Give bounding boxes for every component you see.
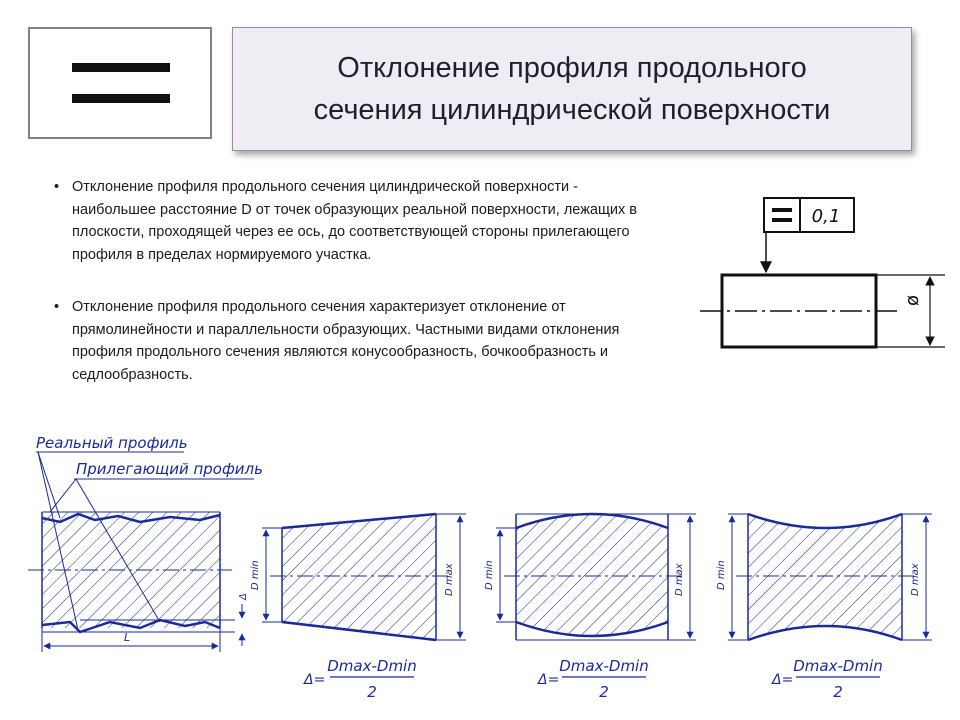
dmax-label: D max bbox=[674, 563, 685, 596]
dmax-label: D max bbox=[444, 563, 455, 596]
dmax-label: D max bbox=[910, 563, 921, 596]
straightness-mini-icon bbox=[772, 208, 792, 212]
page-title-line-1: Отклонение профиля продольного bbox=[337, 52, 807, 84]
tolerance-value: 0,1 bbox=[811, 206, 841, 227]
formula-numerator: Dmax-Dmin bbox=[327, 657, 417, 675]
figure-taper bbox=[250, 514, 466, 701]
length-label: L bbox=[124, 631, 131, 644]
figure-barrel bbox=[484, 514, 696, 701]
tolerance-frame bbox=[764, 198, 854, 232]
diameter-symbol: ø bbox=[902, 294, 923, 306]
formula-lhs: Δ= bbox=[772, 672, 794, 688]
label-adjacent-profile: Прилегающий профиль bbox=[76, 460, 263, 478]
dmin-label: D min bbox=[716, 560, 727, 590]
tolerance-callout-drawing bbox=[700, 198, 945, 347]
bullet-definition: • Отклонение профиля продольного сечения цилиндрической поверхности - наибольшее расстояние D от точек образующих реальной поверхности, лежащих в плоскости, проходящей через ее ось, до соответствующей стороны прилегающего профиля в пределах нормируемого участка. bbox=[54, 176, 644, 266]
formula-denominator: 2 bbox=[367, 683, 377, 701]
figure-real-profile bbox=[28, 434, 263, 652]
formula-denominator: 2 bbox=[833, 683, 843, 701]
formula-denominator: 2 bbox=[599, 683, 609, 701]
dmin-label: D min bbox=[484, 560, 495, 590]
formula-lhs: Δ= bbox=[538, 672, 560, 688]
bullet-characteristics: • Отклонение профиля продольного сечения характеризует отклонение от прямолинейности и параллельности образующих. Частными видами отклонения профиля продольного сечения являются конусообразность, бочкообразность и седлообразность. bbox=[54, 296, 644, 386]
formula-lhs: Δ= bbox=[304, 672, 326, 688]
page-title-line-2: сечения цилиндрической поверхности bbox=[313, 94, 831, 126]
dmin-label: D min bbox=[250, 560, 261, 590]
formula-numerator: Dmax-Dmin bbox=[559, 657, 649, 675]
label-real-profile: Реальный профиль bbox=[36, 434, 188, 452]
figure-saddle bbox=[716, 514, 932, 701]
formula-numerator: Dmax-Dmin bbox=[793, 657, 883, 675]
delta-label: Δ bbox=[238, 593, 249, 600]
